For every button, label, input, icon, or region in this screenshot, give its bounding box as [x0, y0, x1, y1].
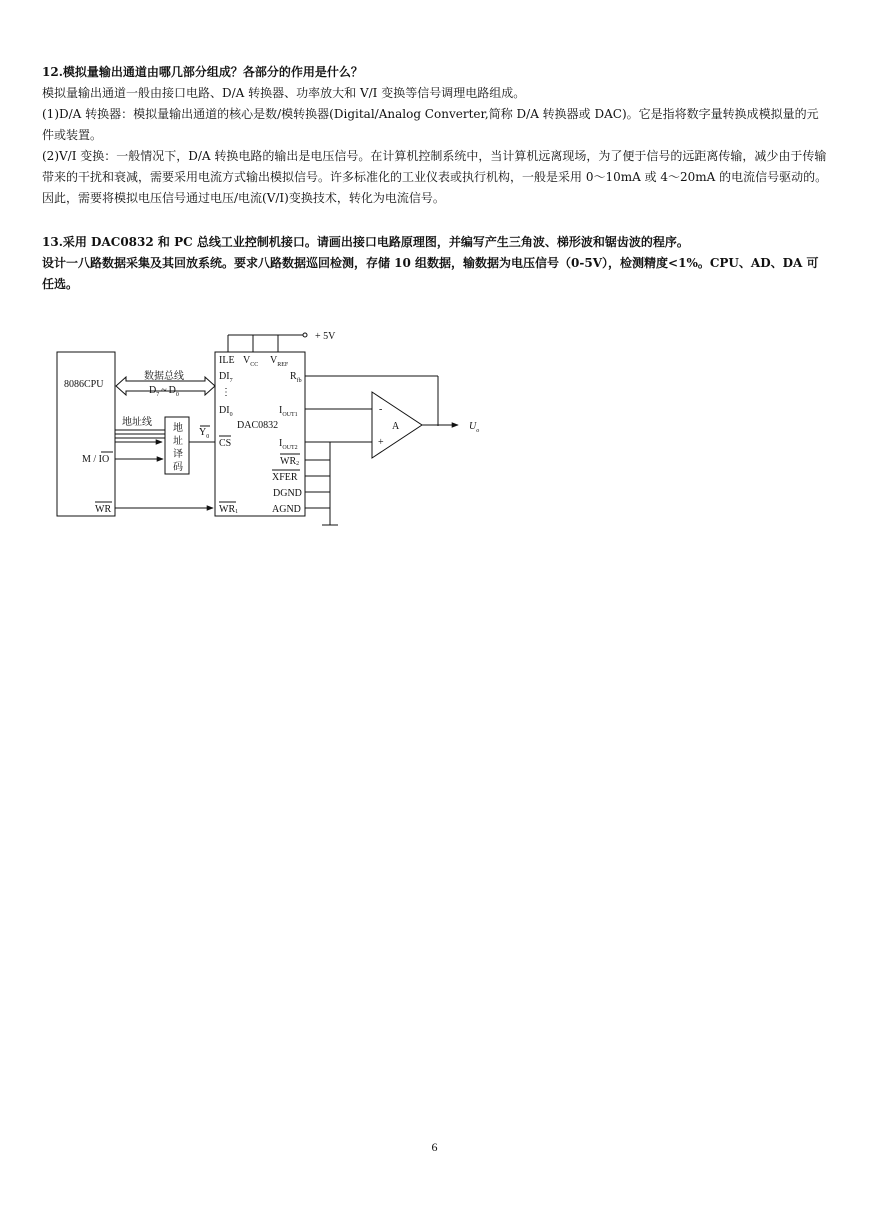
decoder-char-2: 址 — [173, 436, 183, 447]
pin-vref: $V_{REF}$ — [270, 355, 289, 368]
cpu-label: 8086CPU — [64, 379, 104, 390]
chip-name: DAC0832 — [237, 420, 279, 431]
question-12-title: 12.模拟量输出通道由哪几部分组成？各部分的作用是什么？ — [42, 65, 363, 79]
pin-dots: ⋮ — [221, 387, 231, 398]
op-amp-plus: + — [378, 437, 384, 448]
mio-label: M / IO — [82, 454, 110, 465]
question-12-item-2: (2)V/I 变换：一般情况下，D/A 转换电路的输出是电压信号。在计算机控制系统中，当计算机远离现场，为了便于信号的远距离传输，减少由于传输带来的干扰和衰减，需要采用电流方式输出模拟信号。许多标准化的工业仪表或执行机构，一般是采用 0～10mA 或 4～20mA 的电流信号驱动的。因此，需要将模拟电压信号通过电压/电流(V/I)变换技术，转化为电流信号。 — [42, 149, 828, 205]
question-12-intro: 模拟量输出通道一般由接口电路、D/A 转换器、功率放大和 V/I 变换等信号调理电路组成。 — [42, 86, 526, 100]
decoder-char-4: 码 — [173, 462, 183, 473]
pin-di7: $DI_7$ — [219, 371, 233, 384]
pin-ile: ILE — [219, 355, 235, 366]
circuit-diagram — [40, 320, 520, 535]
op-amp-minus: - — [379, 404, 383, 415]
page-number: 6 — [431, 1140, 438, 1154]
pin-vcc: $V_{CC}$ — [243, 355, 259, 368]
pin-iout1: $I_{OUT1}$ — [279, 405, 298, 418]
question-12 — [42, 62, 828, 209]
question-12-item-1: (1)D/A 转换器：模拟量输出通道的核心是数/模转换器(Digital/Analog Converter,简称 D/A 转换器或 DAC)。它是指将数字量转换成模拟量的元件或装置。 — [42, 107, 819, 142]
pin-rfb: $R_{fb}$ — [290, 371, 302, 384]
pin-di0: $DI_0$ — [219, 405, 233, 418]
data-bus-range: $D_7$ ~ $D_0$ — [149, 385, 179, 398]
pin-wr1: WR1 — [219, 504, 239, 515]
op-amp-label: A — [392, 421, 400, 432]
output-label: $U_o$ — [469, 421, 480, 434]
pin-iout2: $I_{OUT2}$ — [279, 438, 298, 451]
pin-agnd: AGND — [272, 504, 301, 515]
cpu-block — [57, 352, 115, 516]
question-13-title: 13.采用 DAC0832 和 PC 总线工业控制机接口。请画出接口电路原理图，并编写产生三角波、梯形波和锯齿波的程序。 — [42, 235, 689, 249]
dac0832-interface-circuit — [40, 320, 520, 535]
cpu-wr-label: WR — [95, 504, 112, 515]
supply-label: + 5V — [315, 331, 336, 342]
decoder-char-1: 地 — [173, 423, 183, 434]
question-13 — [42, 232, 828, 295]
pin-cs: CS — [219, 438, 232, 449]
decoder-char-3: 译 — [173, 449, 183, 460]
question-13-line-2: 设计一八路数据采集及其回放系统。要求八路数据巡回检测，存储 10 组数据，输数据为电压信号（0-5V），检测精度<1%。CPU、AD、DA 可任选。 — [42, 256, 819, 291]
data-bus-label: 数据总线 — [144, 371, 184, 382]
y0-label: $Y_0$ — [199, 427, 210, 440]
address-line-label: 地址线 — [122, 417, 152, 428]
pin-xfer: XFER — [272, 472, 298, 483]
pin-wr2: WR2 — [280, 456, 300, 467]
pin-dgnd: DGND — [273, 488, 302, 499]
